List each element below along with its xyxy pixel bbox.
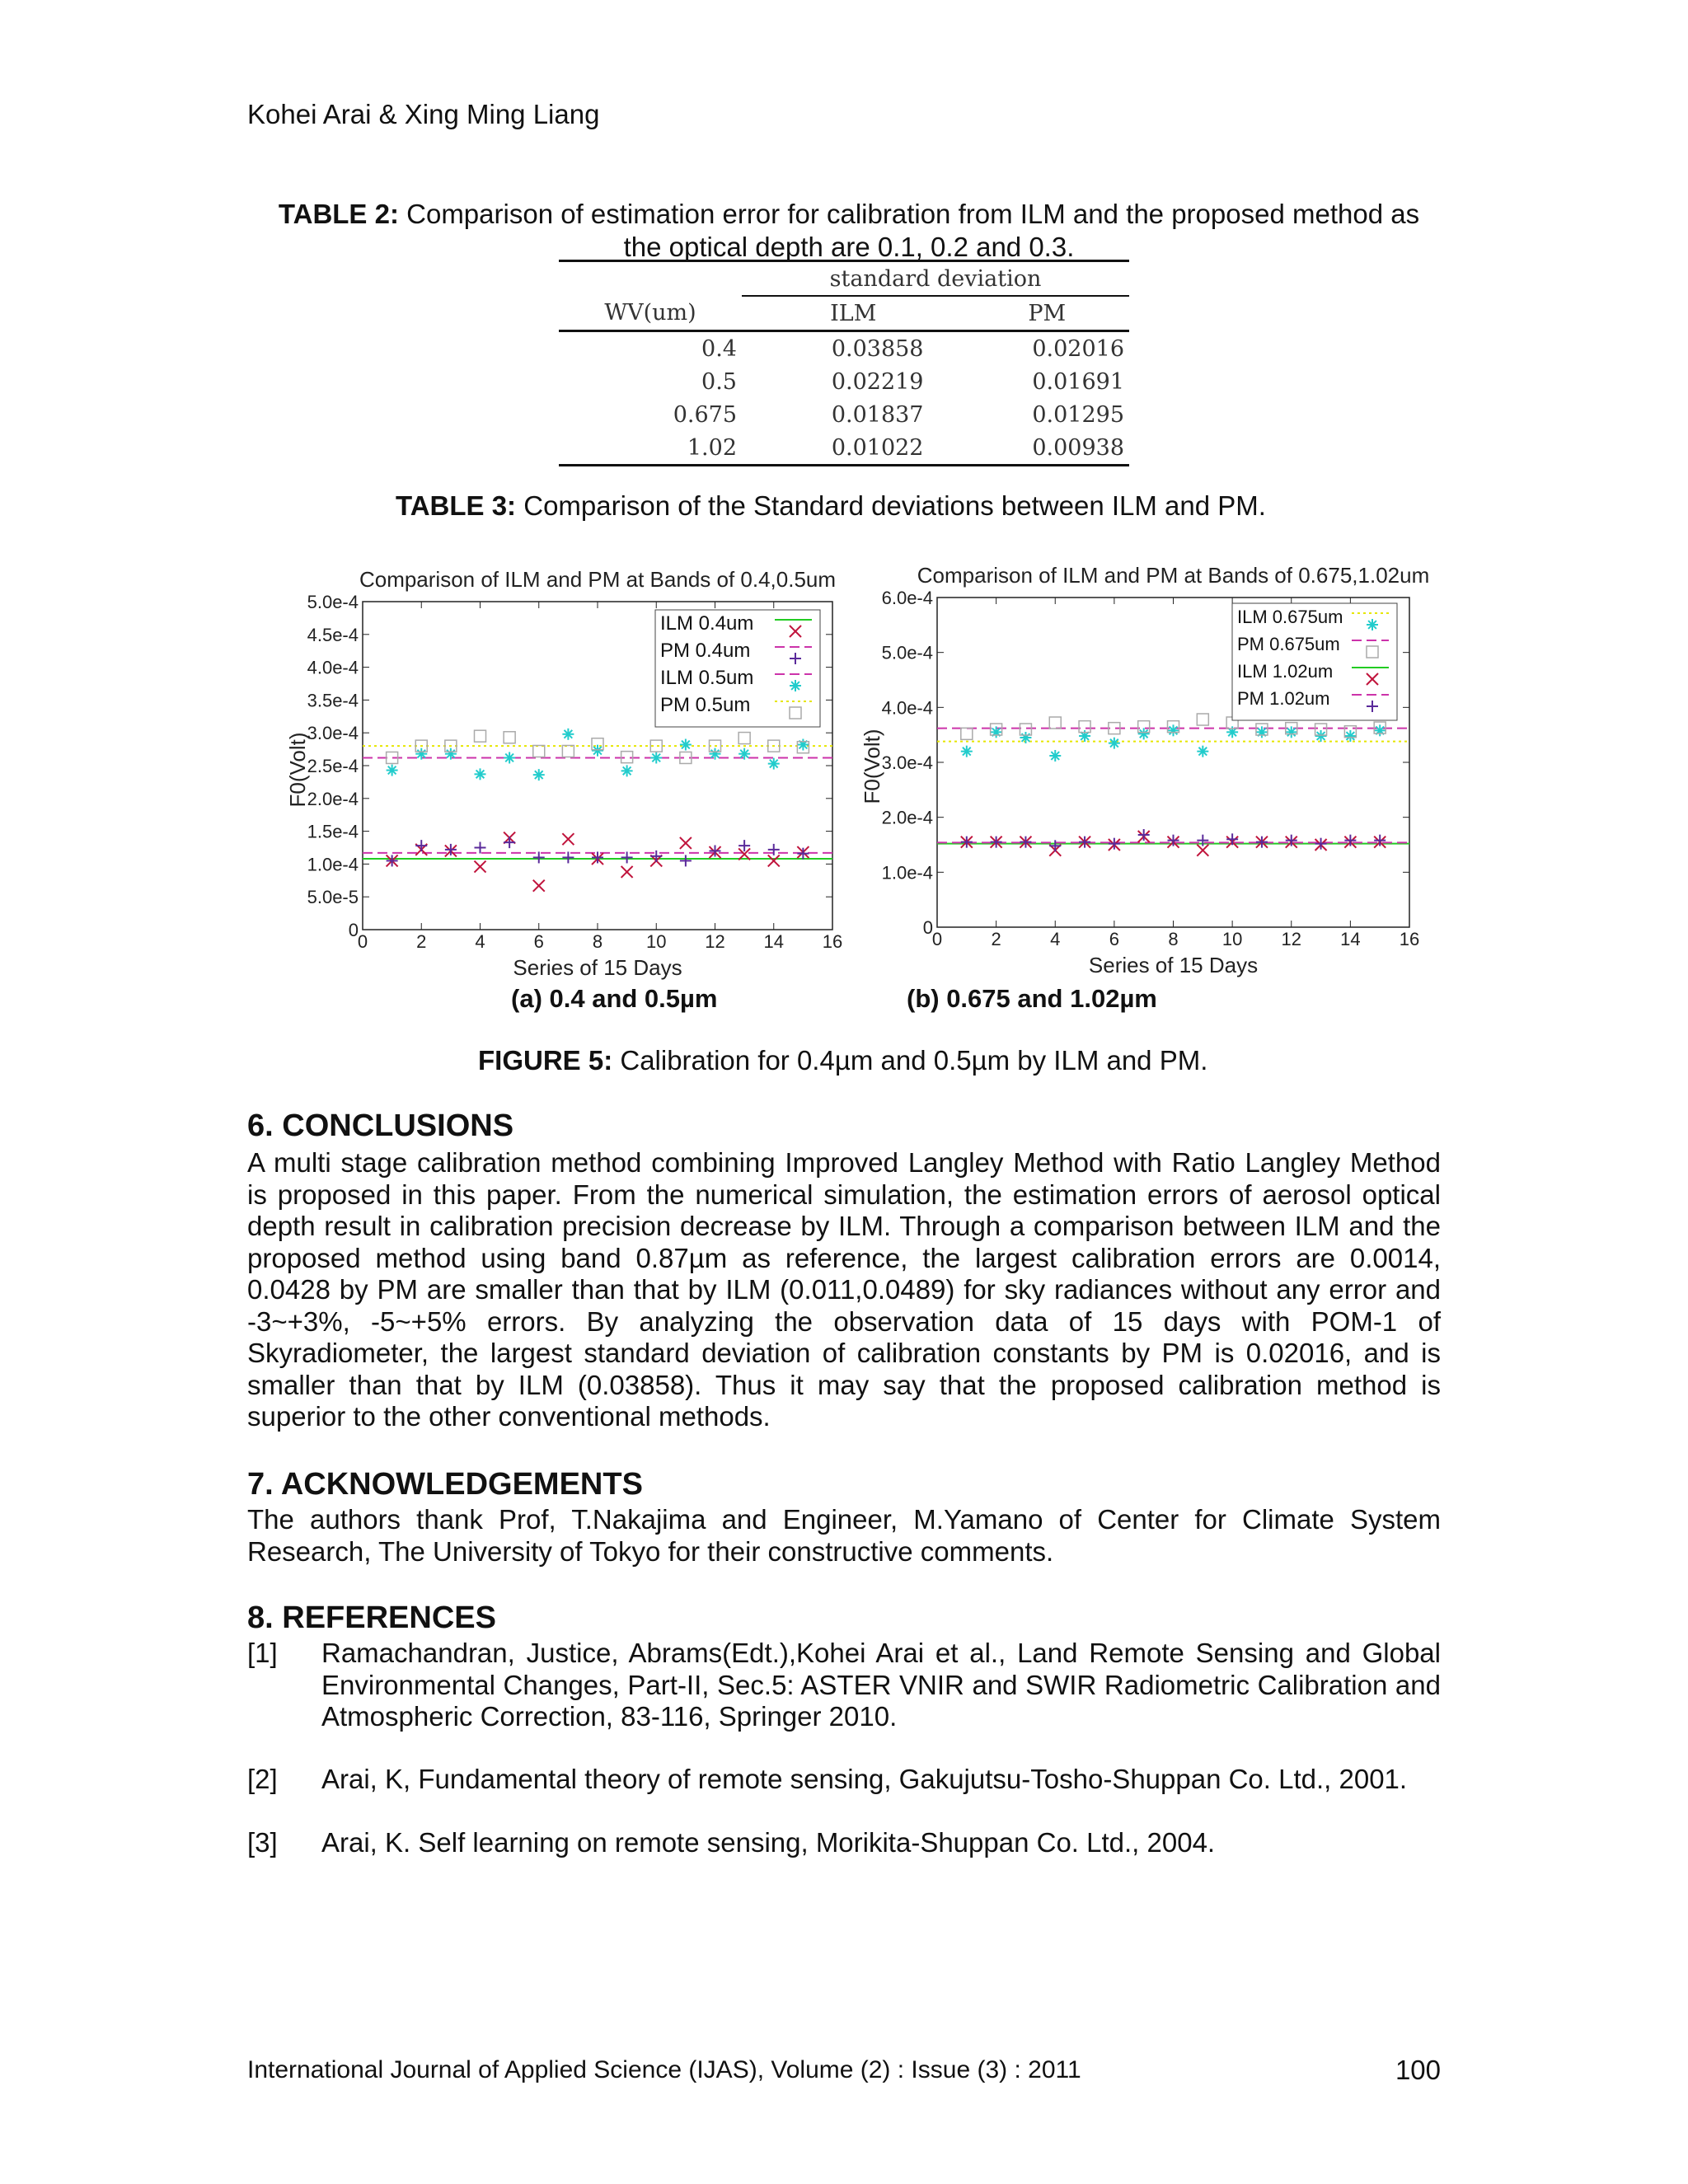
x-tick-label: 2 bbox=[991, 929, 1001, 949]
table-cell: 0.01691 bbox=[1032, 368, 1124, 395]
x-tick-label: 12 bbox=[705, 931, 725, 952]
table-cell: 0.4 bbox=[701, 335, 737, 362]
table2-col-wv: WV(um) bbox=[604, 300, 696, 326]
x-tick-label: 10 bbox=[1221, 929, 1243, 949]
y-tick-label: 6.0e-4 bbox=[881, 588, 933, 608]
table2-group-header: standard deviation bbox=[742, 261, 1129, 297]
x-tick-label: 4 bbox=[1050, 929, 1061, 949]
y-axis-label: F0(Volt) bbox=[285, 732, 310, 808]
y-tick-label: 1.0e-4 bbox=[307, 854, 359, 875]
reference-text: Arai, K. Self learning on remote sensing, Morikita-Shuppan Co. Ltd., 2004. bbox=[321, 1827, 1216, 1858]
legend-label: ILM 1.02um bbox=[1237, 661, 1334, 682]
reference-item bbox=[247, 1638, 1441, 1733]
y-tick-label: 1.5e-4 bbox=[307, 821, 359, 842]
table2-col-ilm: ILM bbox=[830, 300, 877, 326]
table-cell: 0.03858 bbox=[831, 335, 924, 362]
running-header: Kohei Arai & Xing Ming Liang bbox=[247, 99, 600, 129]
conclusions-body: A multi stage calibration method combining Improved Langley Method with Ratio Langley Method is proposed in this paper. From the numerical simulation, the estimation errors of aerosol optical depth result in calibration precision decrease by ILM. Through a comparison between ILM and the proposed method using band 0.87µm as reference, the largest calibration errors are 0.0014, 0.0428 by PM are smaller than that by ILM (0.011,0.0489) for sky radiances without any error and -3~+3%, -5~+5% errors. By analyzing the observation data of 15 days with POM-1 of Skyradiometer, the largest standard deviation of calibration constants by PM is 0.02016, and is smaller than that by ILM (0.03858). Thus it may say that the proposed calibration method is superior to the other conventional methods. bbox=[247, 1147, 1441, 1432]
y-tick-label: 5.0e-4 bbox=[881, 642, 933, 663]
y-tick-label: 3.5e-4 bbox=[307, 690, 359, 711]
figure5-caption bbox=[478, 1045, 1207, 1076]
y-tick-label: 3.0e-4 bbox=[307, 723, 359, 744]
x-tick-label: 0 bbox=[357, 931, 368, 952]
data-point bbox=[533, 745, 545, 757]
table-cell: 0.01295 bbox=[1032, 401, 1124, 428]
legend-label: ILM 0.5um bbox=[660, 667, 754, 689]
x-tick-label: 14 bbox=[763, 931, 784, 952]
table2-col-pm: PM bbox=[1028, 300, 1067, 326]
figure-subcaption: (b) 0.675 and 1.02µm bbox=[907, 984, 1157, 1013]
table-row bbox=[559, 331, 1129, 366]
x-tick-label: 8 bbox=[1168, 929, 1179, 949]
data-point bbox=[562, 745, 574, 757]
y-tick-label: 4.0e-4 bbox=[307, 657, 359, 678]
table2-caption-label: TABLE 2: bbox=[278, 199, 399, 229]
x-tick-label: 6 bbox=[533, 931, 544, 952]
reference-item bbox=[247, 1764, 1441, 1796]
y-tick-label: 0 bbox=[348, 920, 359, 940]
x-axis-label: Series of 15 Days bbox=[513, 955, 682, 980]
acknowledgements-heading: 7. ACKNOWLEDGEMENTS bbox=[247, 1467, 643, 1502]
legend-label: PM 0.5um bbox=[660, 694, 751, 716]
y-axis-label: F0(Volt) bbox=[860, 729, 884, 804]
x-tick-label: 10 bbox=[646, 931, 667, 952]
y-tick-label: 1.0e-4 bbox=[881, 862, 933, 883]
x-tick-label: 16 bbox=[822, 931, 843, 952]
data-point bbox=[961, 728, 973, 739]
reference-text: Arai, K, Fundamental theory of remote sensing, Gakujutsu-Tosho-Shuppan Co. Ltd., 2001. bbox=[321, 1764, 1408, 1794]
references-heading: 8. REFERENCES bbox=[247, 1601, 496, 1635]
y-tick-label: 5.0e-4 bbox=[307, 592, 359, 612]
table-cell: 0.01837 bbox=[831, 401, 924, 428]
table-cell: 0.02016 bbox=[1032, 335, 1124, 362]
legend-label: PM 1.02um bbox=[1237, 688, 1330, 709]
y-tick-label: 5.0e-5 bbox=[307, 887, 359, 908]
table3-caption bbox=[396, 490, 1266, 522]
table2-caption-text-2: the optical depth are 0.1, 0.2 and 0.3. bbox=[623, 232, 1075, 262]
data-point bbox=[1197, 714, 1208, 725]
figure-subcaption: (a) 0.4 and 0.5µm bbox=[511, 984, 718, 1013]
table-row bbox=[559, 365, 1129, 398]
table-cell: 0.675 bbox=[673, 401, 737, 428]
x-tick-label: 4 bbox=[475, 931, 485, 952]
data-point bbox=[504, 732, 515, 743]
data-point bbox=[1049, 717, 1061, 729]
y-tick-label: 4.5e-4 bbox=[307, 624, 359, 645]
table-row bbox=[559, 398, 1129, 431]
table-cell: 0.5 bbox=[701, 368, 737, 395]
footer-journal: International Journal of Applied Science (IJAS), Volume (2) : Issue (3) : 2011 bbox=[247, 2056, 1081, 2083]
y-tick-label: 2.5e-4 bbox=[307, 756, 359, 776]
x-tick-label: 16 bbox=[1399, 929, 1420, 949]
y-tick-label: 4.0e-4 bbox=[881, 697, 933, 719]
chart-title: Comparison of ILM and PM at Bands of 0.675,1.02um bbox=[917, 563, 1430, 588]
table-cell: 0.01022 bbox=[831, 434, 924, 461]
x-tick-label: 2 bbox=[416, 931, 427, 952]
legend-label: ILM 0.4um bbox=[660, 612, 754, 635]
page-number: 100 bbox=[1395, 2055, 1441, 2085]
y-tick-label: 3.0e-4 bbox=[881, 752, 933, 773]
figure5-caption-label: FIGURE 5: bbox=[478, 1045, 613, 1076]
chart-a bbox=[264, 552, 857, 1030]
conclusions-heading: 6. CONCLUSIONS bbox=[247, 1108, 514, 1143]
data-point bbox=[475, 730, 486, 742]
x-tick-label: 8 bbox=[592, 931, 603, 952]
table2-caption bbox=[256, 198, 1442, 264]
x-axis-label: Series of 15 Days bbox=[1088, 953, 1259, 977]
table3-caption-label: TABLE 3: bbox=[396, 490, 517, 521]
data-point bbox=[738, 733, 750, 744]
table-cell: 1.02 bbox=[687, 434, 737, 461]
table-cell: 0.00938 bbox=[1032, 434, 1124, 461]
table-cell: 0.02219 bbox=[831, 368, 924, 395]
y-tick-label: 2.0e-4 bbox=[307, 788, 359, 809]
figure5-caption-text: Calibration for 0.4µm and 0.5µm by ILM and PM. bbox=[612, 1045, 1208, 1076]
legend-label: PM 0.4um bbox=[660, 640, 751, 662]
reference-item bbox=[247, 1827, 1441, 1859]
x-tick-label: 12 bbox=[1281, 929, 1301, 949]
reference-number: [2] bbox=[247, 1764, 278, 1794]
table-row bbox=[559, 431, 1129, 466]
chart-title: Comparison of ILM and PM at Bands of 0.4,0.5um bbox=[359, 567, 837, 592]
table2 bbox=[559, 260, 1129, 466]
reference-number: [3] bbox=[247, 1827, 278, 1858]
table2-caption-text: Comparison of estimation error for calibration from ILM and the proposed method as bbox=[398, 199, 1420, 229]
table3-caption-text: Comparison of the Standard deviations between ILM and PM. bbox=[516, 490, 1266, 521]
y-tick-label: 0 bbox=[922, 917, 933, 938]
acknowledgements-body: The authors thank Prof, T.Nakajima and Engineer, M.Yamano of Center for Climate System Research, The University of Tokyo for their constructive comments. bbox=[247, 1504, 1441, 1567]
x-tick-label: 14 bbox=[1340, 929, 1361, 949]
legend-label: ILM 0.675um bbox=[1237, 607, 1343, 627]
x-tick-label: 6 bbox=[1109, 929, 1119, 949]
chart-b bbox=[841, 552, 1434, 1030]
reference-text: Ramachandran, Justice, Abrams(Edt.),Kohei Arai et al., Land Remote Sensing and Global Environmental Changes, Part-II, Sec.5: ASTER VNIR and SWIR Radiometric Calibration and Atmospheric Correction, 83-116, Springer 2010. bbox=[321, 1638, 1441, 1732]
y-tick-label: 2.0e-4 bbox=[881, 807, 933, 828]
x-tick-label: 0 bbox=[931, 929, 943, 949]
legend-label: PM 0.675um bbox=[1237, 634, 1340, 654]
reference-number: [1] bbox=[247, 1638, 278, 1668]
